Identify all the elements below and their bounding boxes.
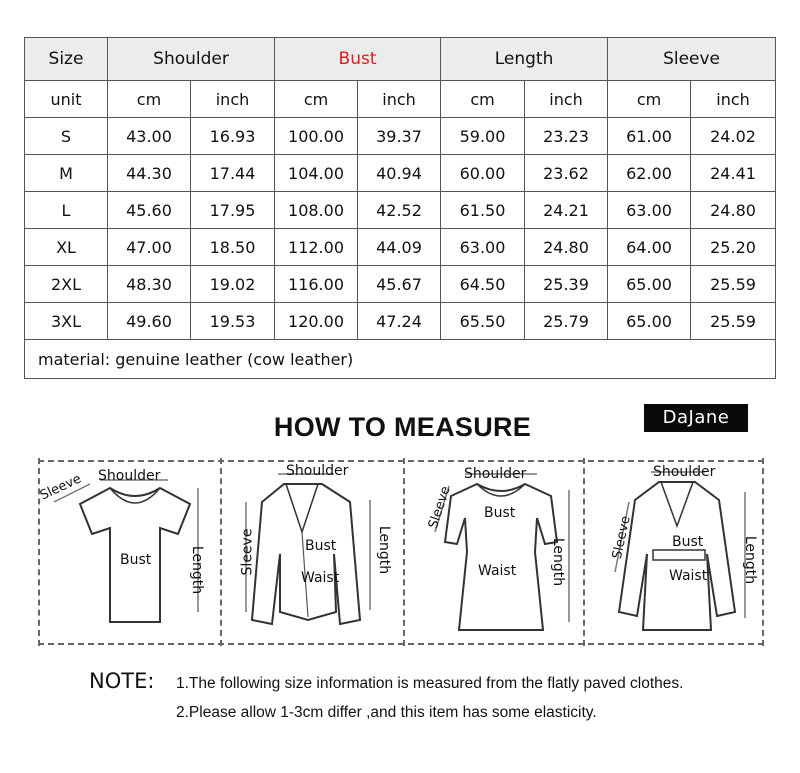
table-cell: 25.59 [691,266,776,303]
coat-length-label: Length [742,535,759,585]
table-cell: 19.02 [191,266,275,303]
size-chart-table [24,37,776,379]
material-row [25,340,776,379]
unit-cell: cm [275,81,358,118]
table-cell: 18.50 [191,229,275,266]
unit-cell: inch [191,81,275,118]
table-cell: 104.00 [275,155,358,192]
table-cell: 65.00 [608,303,691,340]
table-cell: 60.00 [441,155,525,192]
table-cell: 25.39 [525,266,608,303]
table-cell: 108.00 [275,192,358,229]
table-cell: 17.44 [191,155,275,192]
blazer-shoulder-label: Shoulder [286,463,349,479]
table-cell: 25.59 [691,303,776,340]
blazer-sleeve-label: Sleeve [239,528,256,576]
measure-diagram-panels [38,458,764,646]
table-cell: 62.00 [608,155,691,192]
table-row [25,266,776,303]
blazer-bust-label: Bust [305,538,337,554]
table-cell: 63.00 [441,229,525,266]
size-cell: S [25,118,108,155]
header-bust: Bust [275,38,441,81]
coat-waist-label: Waist [669,568,708,584]
unit-cell: cm [441,81,525,118]
table-cell: 19.53 [191,303,275,340]
table-row [25,192,776,229]
table-row [25,155,776,192]
brand-logo: DaJane [644,404,748,432]
tshirt-bust-label: Bust [120,552,152,568]
table-cell: 100.00 [275,118,358,155]
tshirt-shoulder-label: Shoulder [98,468,161,484]
table-cell: 24.80 [691,192,776,229]
unit-cell: inch [691,81,776,118]
dress-bust-label: Bust [484,505,516,521]
dress-sleeve-label: Sleeve [425,484,454,531]
table-cell: 16.93 [191,118,275,155]
table-header-row [25,38,776,81]
blazer-waist-label: Waist [301,570,340,586]
table-cell: 47.24 [358,303,441,340]
table-cell: 42.52 [358,192,441,229]
table-unit-row [25,81,776,118]
coat-shoulder-label: Shoulder [653,464,716,480]
dress-shoulder-label: Shoulder [464,466,527,482]
table-cell: 112.00 [275,229,358,266]
header-sleeve: Sleeve [608,38,776,81]
table-cell: 65.00 [608,266,691,303]
unit-cell: inch [358,81,441,118]
table-row [25,303,776,340]
table-cell: 39.37 [358,118,441,155]
dashed-divider [762,458,764,646]
blazer-length-label: Length [376,525,393,575]
coat-bust-label: Bust [672,534,704,550]
table-cell: 43.00 [108,118,191,155]
dress-length-label: Length [550,537,567,587]
table-cell: 24.41 [691,155,776,192]
table-cell: 24.21 [525,192,608,229]
material-text: material: genuine leather (cow leather) [25,340,776,379]
table-cell: 64.50 [441,266,525,303]
header-size: Size [25,38,108,81]
note-label: NOTE: [89,669,155,693]
note-line-1: 1.The following size information is measured from the flatly paved clothes. [176,675,684,692]
note-line-2: 2.Please allow 1-3cm differ ,and this item has some elasticity. [176,704,597,721]
table-cell: 40.94 [358,155,441,192]
table-cell: 17.95 [191,192,275,229]
table-cell: 47.00 [108,229,191,266]
unit-cell: unit [25,81,108,118]
table-cell: 23.23 [525,118,608,155]
how-to-measure-title: HOW TO MEASURE [273,412,532,442]
tshirt-length-label: Length [189,545,206,595]
size-cell: L [25,192,108,229]
table-cell: 44.09 [358,229,441,266]
table-cell: 45.67 [358,266,441,303]
table-cell: 23.62 [525,155,608,192]
table-cell: 49.60 [108,303,191,340]
table-cell: 25.79 [525,303,608,340]
table-cell: 24.02 [691,118,776,155]
size-cell: 2XL [25,266,108,303]
size-cell: 3XL [25,303,108,340]
table-cell: 45.60 [108,192,191,229]
unit-cell: cm [608,81,691,118]
table-cell: 61.50 [441,192,525,229]
table-cell: 64.00 [608,229,691,266]
table-row [25,229,776,266]
dress-waist-label: Waist [478,563,517,579]
size-cell: M [25,155,108,192]
table-cell: 48.30 [108,266,191,303]
unit-cell: cm [108,81,191,118]
table-cell: 25.20 [691,229,776,266]
header-shoulder: Shoulder [108,38,275,81]
table-cell: 116.00 [275,266,358,303]
header-length: Length [441,38,608,81]
table-cell: 59.00 [441,118,525,155]
tshirt-sleeve-label: Sleeve [37,471,84,504]
size-cell: XL [25,229,108,266]
table-cell: 65.50 [441,303,525,340]
table-cell: 44.30 [108,155,191,192]
unit-cell: inch [525,81,608,118]
dashed-border-bottom [38,643,764,645]
table-cell: 120.00 [275,303,358,340]
coat-sleeve-label: Sleeve [609,514,634,561]
table-row [25,118,776,155]
table-cell: 63.00 [608,192,691,229]
table-cell: 61.00 [608,118,691,155]
table-cell: 24.80 [525,229,608,266]
